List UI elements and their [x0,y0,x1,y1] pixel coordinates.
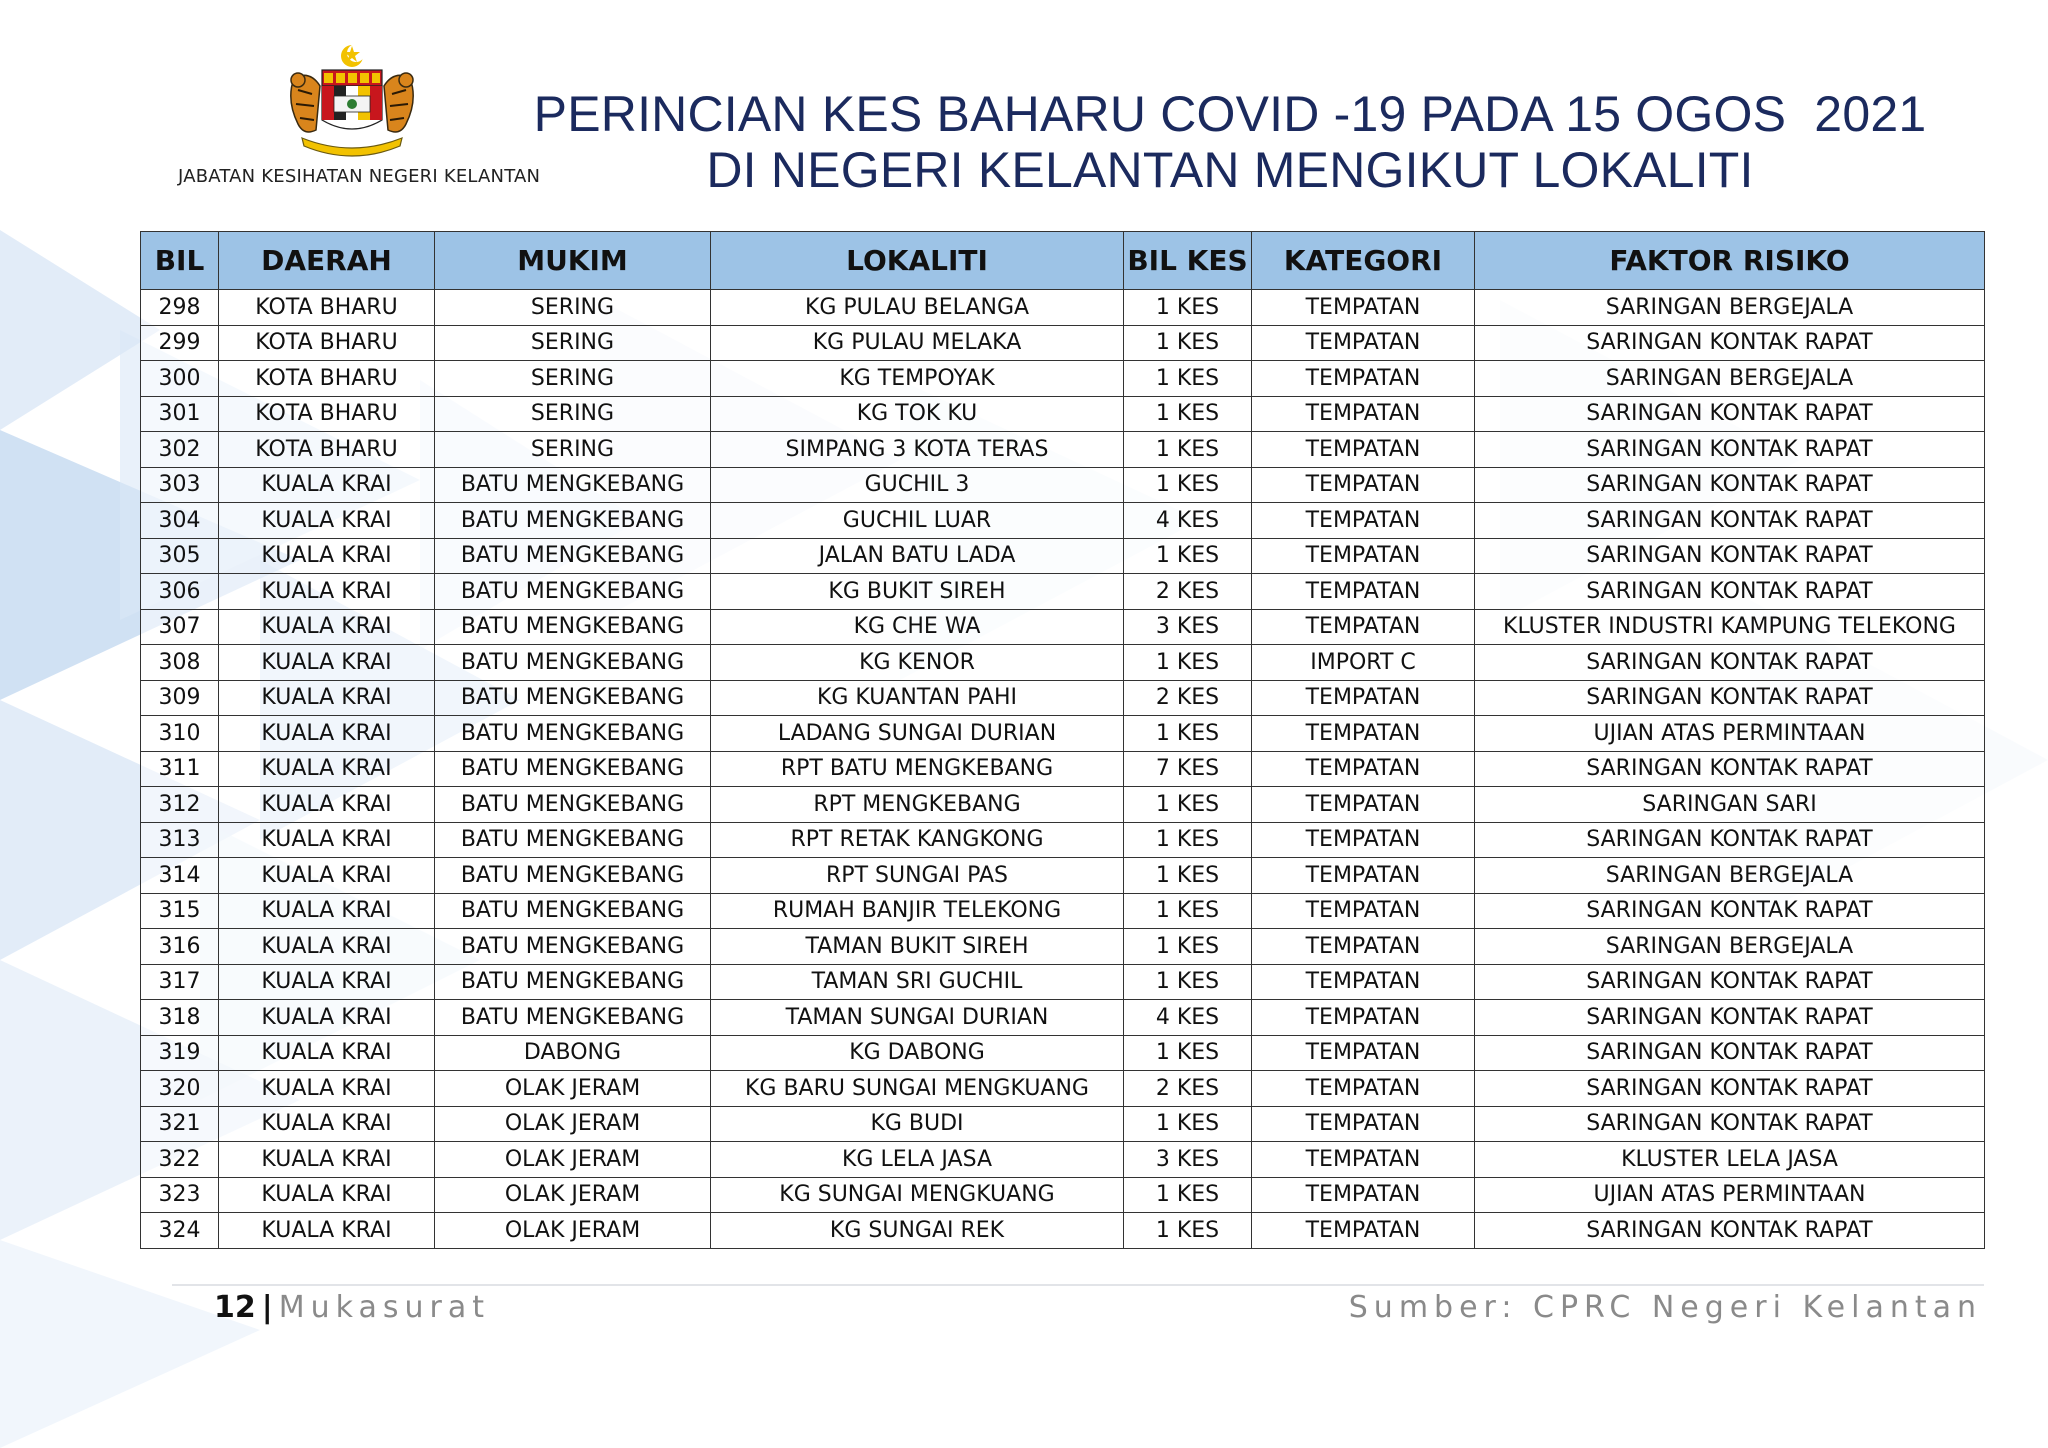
cell-daerah: KUALA KRAI [219,964,435,1000]
cell-daerah: KUALA KRAI [219,716,435,752]
table-row [141,1213,1985,1249]
cell-kategori: TEMPATAN [1252,325,1475,361]
cell-lokaliti: TAMAN SRI GUCHIL [711,964,1124,1000]
title-line-1: PERINCIAN KES BAHARU COVID -19 PADA 15 OGOS 2021 [533,86,1927,142]
cell-mukim: OLAK JERAM [435,1106,711,1142]
table-row [141,574,1985,610]
cell-bil-kes: 3 KES [1124,609,1252,645]
cell-daerah: KOTA BHARU [219,325,435,361]
cell-kategori: TEMPATAN [1252,574,1475,610]
page-number-footer [214,1290,490,1325]
cell-mukim: SERING [435,432,711,468]
cell-daerah: KUALA KRAI [219,822,435,858]
cell-bil-kes: 2 KES [1124,1071,1252,1107]
cell-mukim: OLAK JERAM [435,1142,711,1178]
cell-daerah: KUALA KRAI [219,1106,435,1142]
cell-bil-kes: 1 KES [1124,361,1252,397]
cell-mukim: BATU MENGKEBANG [435,503,711,539]
cell-faktor-risiko: UJIAN ATAS PERMINTAAN [1475,1177,1985,1213]
cell-kategori: TEMPATAN [1252,503,1475,539]
cell-lokaliti: RPT RETAK KANGKONG [711,822,1124,858]
table-row [141,396,1985,432]
cell-faktor-risiko: SARINGAN KONTAK RAPAT [1475,1035,1985,1071]
cell-daerah: KUALA KRAI [219,503,435,539]
cell-bil: 299 [141,325,219,361]
cell-lokaliti: KG CHE WA [711,609,1124,645]
cell-daerah: KUALA KRAI [219,467,435,503]
cell-kategori: TEMPATAN [1252,858,1475,894]
cell-faktor-risiko: SARINGAN KONTAK RAPAT [1475,1000,1985,1036]
cell-kategori: TEMPATAN [1252,751,1475,787]
table-row [141,609,1985,645]
cell-mukim: BATU MENGKEBANG [435,716,711,752]
cell-bil: 306 [141,574,219,610]
cell-bil: 320 [141,1071,219,1107]
cell-lokaliti: TAMAN SUNGAI DURIAN [711,1000,1124,1036]
cell-kategori: TEMPATAN [1252,822,1475,858]
page-number: 12 [214,1290,256,1325]
cell-lokaliti: SIMPANG 3 KOTA TERAS [711,432,1124,468]
cell-bil-kes: 3 KES [1124,1142,1252,1178]
cell-lokaliti: KG BARU SUNGAI MENGKUANG [711,1071,1124,1107]
cell-faktor-risiko: KLUSTER LELA JASA [1475,1142,1985,1178]
cell-bil-kes: 1 KES [1124,964,1252,1000]
cell-faktor-risiko: SARINGAN KONTAK RAPAT [1475,503,1985,539]
column-header-lokaliti: LOKALITI [711,232,1124,290]
cell-faktor-risiko: SARINGAN KONTAK RAPAT [1475,680,1985,716]
cell-lokaliti: KG SUNGAI REK [711,1213,1124,1249]
table-row [141,1071,1985,1107]
cell-bil: 304 [141,503,219,539]
cell-faktor-risiko: SARINGAN KONTAK RAPAT [1475,538,1985,574]
cell-lokaliti: KG PULAU BELANGA [711,290,1124,326]
cell-faktor-risiko: SARINGAN KONTAK RAPAT [1475,1071,1985,1107]
cell-faktor-risiko: SARINGAN SARI [1475,787,1985,823]
cell-daerah: KUALA KRAI [219,538,435,574]
cell-kategori: TEMPATAN [1252,396,1475,432]
cell-kategori: TEMPATAN [1252,432,1475,468]
cell-kategori: TEMPATAN [1252,716,1475,752]
cell-mukim: OLAK JERAM [435,1213,711,1249]
cell-bil-kes: 2 KES [1124,680,1252,716]
cell-mukim: BATU MENGKEBANG [435,751,711,787]
cell-bil-kes: 1 KES [1124,1035,1252,1071]
cell-lokaliti: KG BUDI [711,1106,1124,1142]
cell-faktor-risiko: SARINGAN BERGEJALA [1475,929,1985,965]
cell-kategori: TEMPATAN [1252,1142,1475,1178]
cell-daerah: KUALA KRAI [219,929,435,965]
cell-lokaliti: KG DABONG [711,1035,1124,1071]
table-row [141,751,1985,787]
table-row [141,325,1985,361]
cell-bil-kes: 1 KES [1124,787,1252,823]
cell-bil-kes: 1 KES [1124,325,1252,361]
cell-kategori: TEMPATAN [1252,929,1475,965]
cell-lokaliti: KG SUNGAI MENGKUANG [711,1177,1124,1213]
cell-kategori: TEMPATAN [1252,1106,1475,1142]
cell-faktor-risiko: SARINGAN KONTAK RAPAT [1475,645,1985,681]
column-header-bil-kes: BIL KES [1124,232,1252,290]
table-row [141,964,1985,1000]
cell-daerah: KUALA KRAI [219,680,435,716]
cell-daerah: KOTA BHARU [219,396,435,432]
cell-mukim: BATU MENGKEBANG [435,929,711,965]
cell-daerah: KUALA KRAI [219,787,435,823]
cell-kategori: TEMPATAN [1252,290,1475,326]
cell-bil-kes: 1 KES [1124,467,1252,503]
cell-daerah: KUALA KRAI [219,1213,435,1249]
cell-lokaliti: JALAN BATU LADA [711,538,1124,574]
cell-kategori: TEMPATAN [1252,1071,1475,1107]
table-row [141,822,1985,858]
cell-lokaliti: TAMAN BUKIT SIREH [711,929,1124,965]
table-row [141,1142,1985,1178]
table-row [141,680,1985,716]
cell-faktor-risiko: SARINGAN KONTAK RAPAT [1475,893,1985,929]
cell-bil: 301 [141,396,219,432]
cell-kategori: TEMPATAN [1252,467,1475,503]
cell-mukim: BATU MENGKEBANG [435,1000,711,1036]
cell-bil-kes: 7 KES [1124,751,1252,787]
title-line-2: DI NEGERI KELANTAN MENGIKUT LOKALITI [706,142,1754,198]
page-title [500,86,1960,198]
cell-mukim: OLAK JERAM [435,1177,711,1213]
table-row [141,787,1985,823]
cell-bil-kes: 1 KES [1124,396,1252,432]
cell-bil-kes: 1 KES [1124,1213,1252,1249]
cell-bil-kes: 1 KES [1124,893,1252,929]
source-note: Sumber: CPRC Negeri Kelantan [1348,1290,1982,1325]
cell-mukim: BATU MENGKEBANG [435,787,711,823]
cell-bil-kes: 4 KES [1124,1000,1252,1036]
table-row [141,716,1985,752]
cell-faktor-risiko: SARINGAN KONTAK RAPAT [1475,325,1985,361]
table-row [141,290,1985,326]
cell-kategori: TEMPATAN [1252,964,1475,1000]
cell-lokaliti: KG KENOR [711,645,1124,681]
cell-bil: 311 [141,751,219,787]
cell-lokaliti: LADANG SUNGAI DURIAN [711,716,1124,752]
table-row [141,858,1985,894]
table-row [141,467,1985,503]
cell-mukim: SERING [435,396,711,432]
cell-lokaliti: RPT BATU MENGKEBANG [711,751,1124,787]
cell-mukim: BATU MENGKEBANG [435,964,711,1000]
table-row [141,1000,1985,1036]
cell-bil-kes: 1 KES [1124,929,1252,965]
cell-bil: 316 [141,929,219,965]
table-row [141,361,1985,397]
cell-daerah: KOTA BHARU [219,290,435,326]
cell-lokaliti: RUMAH BANJIR TELEKONG [711,893,1124,929]
cell-daerah: KUALA KRAI [219,1177,435,1213]
cell-kategori: TEMPATAN [1252,680,1475,716]
page-label: Mukasurat [278,1290,490,1325]
cell-kategori: TEMPATAN [1252,609,1475,645]
cell-faktor-risiko: SARINGAN BERGEJALA [1475,290,1985,326]
column-header-faktor-risiko: FAKTOR RISIKO [1475,232,1985,290]
cell-faktor-risiko: SARINGAN KONTAK RAPAT [1475,822,1985,858]
cell-mukim: BATU MENGKEBANG [435,538,711,574]
cell-mukim: BATU MENGKEBANG [435,467,711,503]
cell-bil: 303 [141,467,219,503]
column-header-kategori: KATEGORI [1252,232,1475,290]
cell-bil: 309 [141,680,219,716]
cell-kategori: TEMPATAN [1252,1000,1475,1036]
cell-bil-kes: 1 KES [1124,432,1252,468]
table-row [141,645,1985,681]
cell-lokaliti: KG TEMPOYAK [711,361,1124,397]
cell-kategori: TEMPATAN [1252,893,1475,929]
cell-bil-kes: 4 KES [1124,503,1252,539]
cell-bil: 312 [141,787,219,823]
coat-of-arms-logo [272,40,432,165]
cell-bil: 298 [141,290,219,326]
cell-bil: 319 [141,1035,219,1071]
cell-daerah: KOTA BHARU [219,432,435,468]
cell-mukim: SERING [435,290,711,326]
cell-faktor-risiko: UJIAN ATAS PERMINTAAN [1475,716,1985,752]
cell-bil: 305 [141,538,219,574]
cell-bil-kes: 1 KES [1124,645,1252,681]
cell-faktor-risiko: SARINGAN KONTAK RAPAT [1475,574,1985,610]
cell-mukim: BATU MENGKEBANG [435,822,711,858]
table-body [141,290,1985,1249]
cell-bil: 307 [141,609,219,645]
cell-faktor-risiko: SARINGAN KONTAK RAPAT [1475,432,1985,468]
cell-bil-kes: 1 KES [1124,538,1252,574]
cell-kategori: IMPORT C [1252,645,1475,681]
cell-bil: 321 [141,1106,219,1142]
cell-mukim: BATU MENGKEBANG [435,893,711,929]
cell-faktor-risiko: SARINGAN KONTAK RAPAT [1475,396,1985,432]
cell-mukim: BATU MENGKEBANG [435,645,711,681]
cell-bil: 317 [141,964,219,1000]
cell-mukim: DABONG [435,1035,711,1071]
cell-lokaliti: KG TOK KU [711,396,1124,432]
cell-faktor-risiko: SARINGAN KONTAK RAPAT [1475,751,1985,787]
column-header-bil: BIL [141,232,219,290]
cell-lokaliti: KG KUANTAN PAHI [711,680,1124,716]
table-row [141,929,1985,965]
cell-kategori: TEMPATAN [1252,361,1475,397]
cell-daerah: KUALA KRAI [219,858,435,894]
table-row [141,538,1985,574]
cell-daerah: KUALA KRAI [219,1000,435,1036]
cell-bil-kes: 1 KES [1124,290,1252,326]
cell-bil: 323 [141,1177,219,1213]
cell-daerah: KUALA KRAI [219,574,435,610]
table-row [141,1035,1985,1071]
cell-bil: 314 [141,858,219,894]
cell-daerah: KUALA KRAI [219,751,435,787]
cell-faktor-risiko: SARINGAN KONTAK RAPAT [1475,467,1985,503]
cell-bil: 310 [141,716,219,752]
cell-lokaliti: KG PULAU MELAKA [711,325,1124,361]
cell-lokaliti: GUCHIL 3 [711,467,1124,503]
cell-daerah: KUALA KRAI [219,609,435,645]
department-name: JABATAN KESIHATAN NEGERI KELANTAN [178,166,541,187]
column-header-mukim: MUKIM [435,232,711,290]
cell-lokaliti: KG BUKIT SIREH [711,574,1124,610]
cell-kategori: TEMPATAN [1252,538,1475,574]
table-row [141,503,1985,539]
cell-daerah: KUALA KRAI [219,1071,435,1107]
footer-separator: | [261,1290,273,1325]
column-header-daerah: DAERAH [219,232,435,290]
cell-daerah: KOTA BHARU [219,361,435,397]
cell-faktor-risiko: KLUSTER INDUSTRI KAMPUNG TELEKONG [1475,609,1985,645]
cell-bil: 322 [141,1142,219,1178]
cell-bil-kes: 2 KES [1124,574,1252,610]
cell-bil: 315 [141,893,219,929]
cell-bil: 302 [141,432,219,468]
cell-mukim: BATU MENGKEBANG [435,609,711,645]
cell-mukim: BATU MENGKEBANG [435,680,711,716]
cell-bil: 308 [141,645,219,681]
table-row [141,432,1985,468]
cell-mukim: OLAK JERAM [435,1071,711,1107]
table-row [141,893,1985,929]
cell-kategori: TEMPATAN [1252,787,1475,823]
cell-faktor-risiko: SARINGAN BERGEJALA [1475,858,1985,894]
cell-bil: 324 [141,1213,219,1249]
cell-lokaliti: RPT SUNGAI PAS [711,858,1124,894]
cell-bil-kes: 1 KES [1124,716,1252,752]
cell-faktor-risiko: SARINGAN KONTAK RAPAT [1475,1213,1985,1249]
cell-mukim: BATU MENGKEBANG [435,574,711,610]
cell-daerah: KUALA KRAI [219,645,435,681]
cell-kategori: TEMPATAN [1252,1213,1475,1249]
cell-daerah: KUALA KRAI [219,1142,435,1178]
footer-divider [172,1284,1984,1286]
cell-bil: 300 [141,361,219,397]
cell-kategori: TEMPATAN [1252,1177,1475,1213]
table-header-row [141,232,1985,290]
cell-lokaliti: GUCHIL LUAR [711,503,1124,539]
table-row [141,1106,1985,1142]
cell-mukim: SERING [435,325,711,361]
cell-bil: 313 [141,822,219,858]
cell-bil-kes: 1 KES [1124,858,1252,894]
cell-mukim: BATU MENGKEBANG [435,858,711,894]
cell-bil-kes: 1 KES [1124,822,1252,858]
cell-bil-kes: 1 KES [1124,1177,1252,1213]
cell-daerah: KUALA KRAI [219,893,435,929]
cell-daerah: KUALA KRAI [219,1035,435,1071]
cell-lokaliti: KG LELA JASA [711,1142,1124,1178]
cell-bil-kes: 1 KES [1124,1106,1252,1142]
cell-lokaliti: RPT MENGKEBANG [711,787,1124,823]
cell-faktor-risiko: SARINGAN BERGEJALA [1475,361,1985,397]
cases-table [140,231,1985,1249]
cell-faktor-risiko: SARINGAN KONTAK RAPAT [1475,964,1985,1000]
cell-kategori: TEMPATAN [1252,1035,1475,1071]
cell-mukim: SERING [435,361,711,397]
cell-faktor-risiko: SARINGAN KONTAK RAPAT [1475,1106,1985,1142]
cell-bil: 318 [141,1000,219,1036]
table-row [141,1177,1985,1213]
